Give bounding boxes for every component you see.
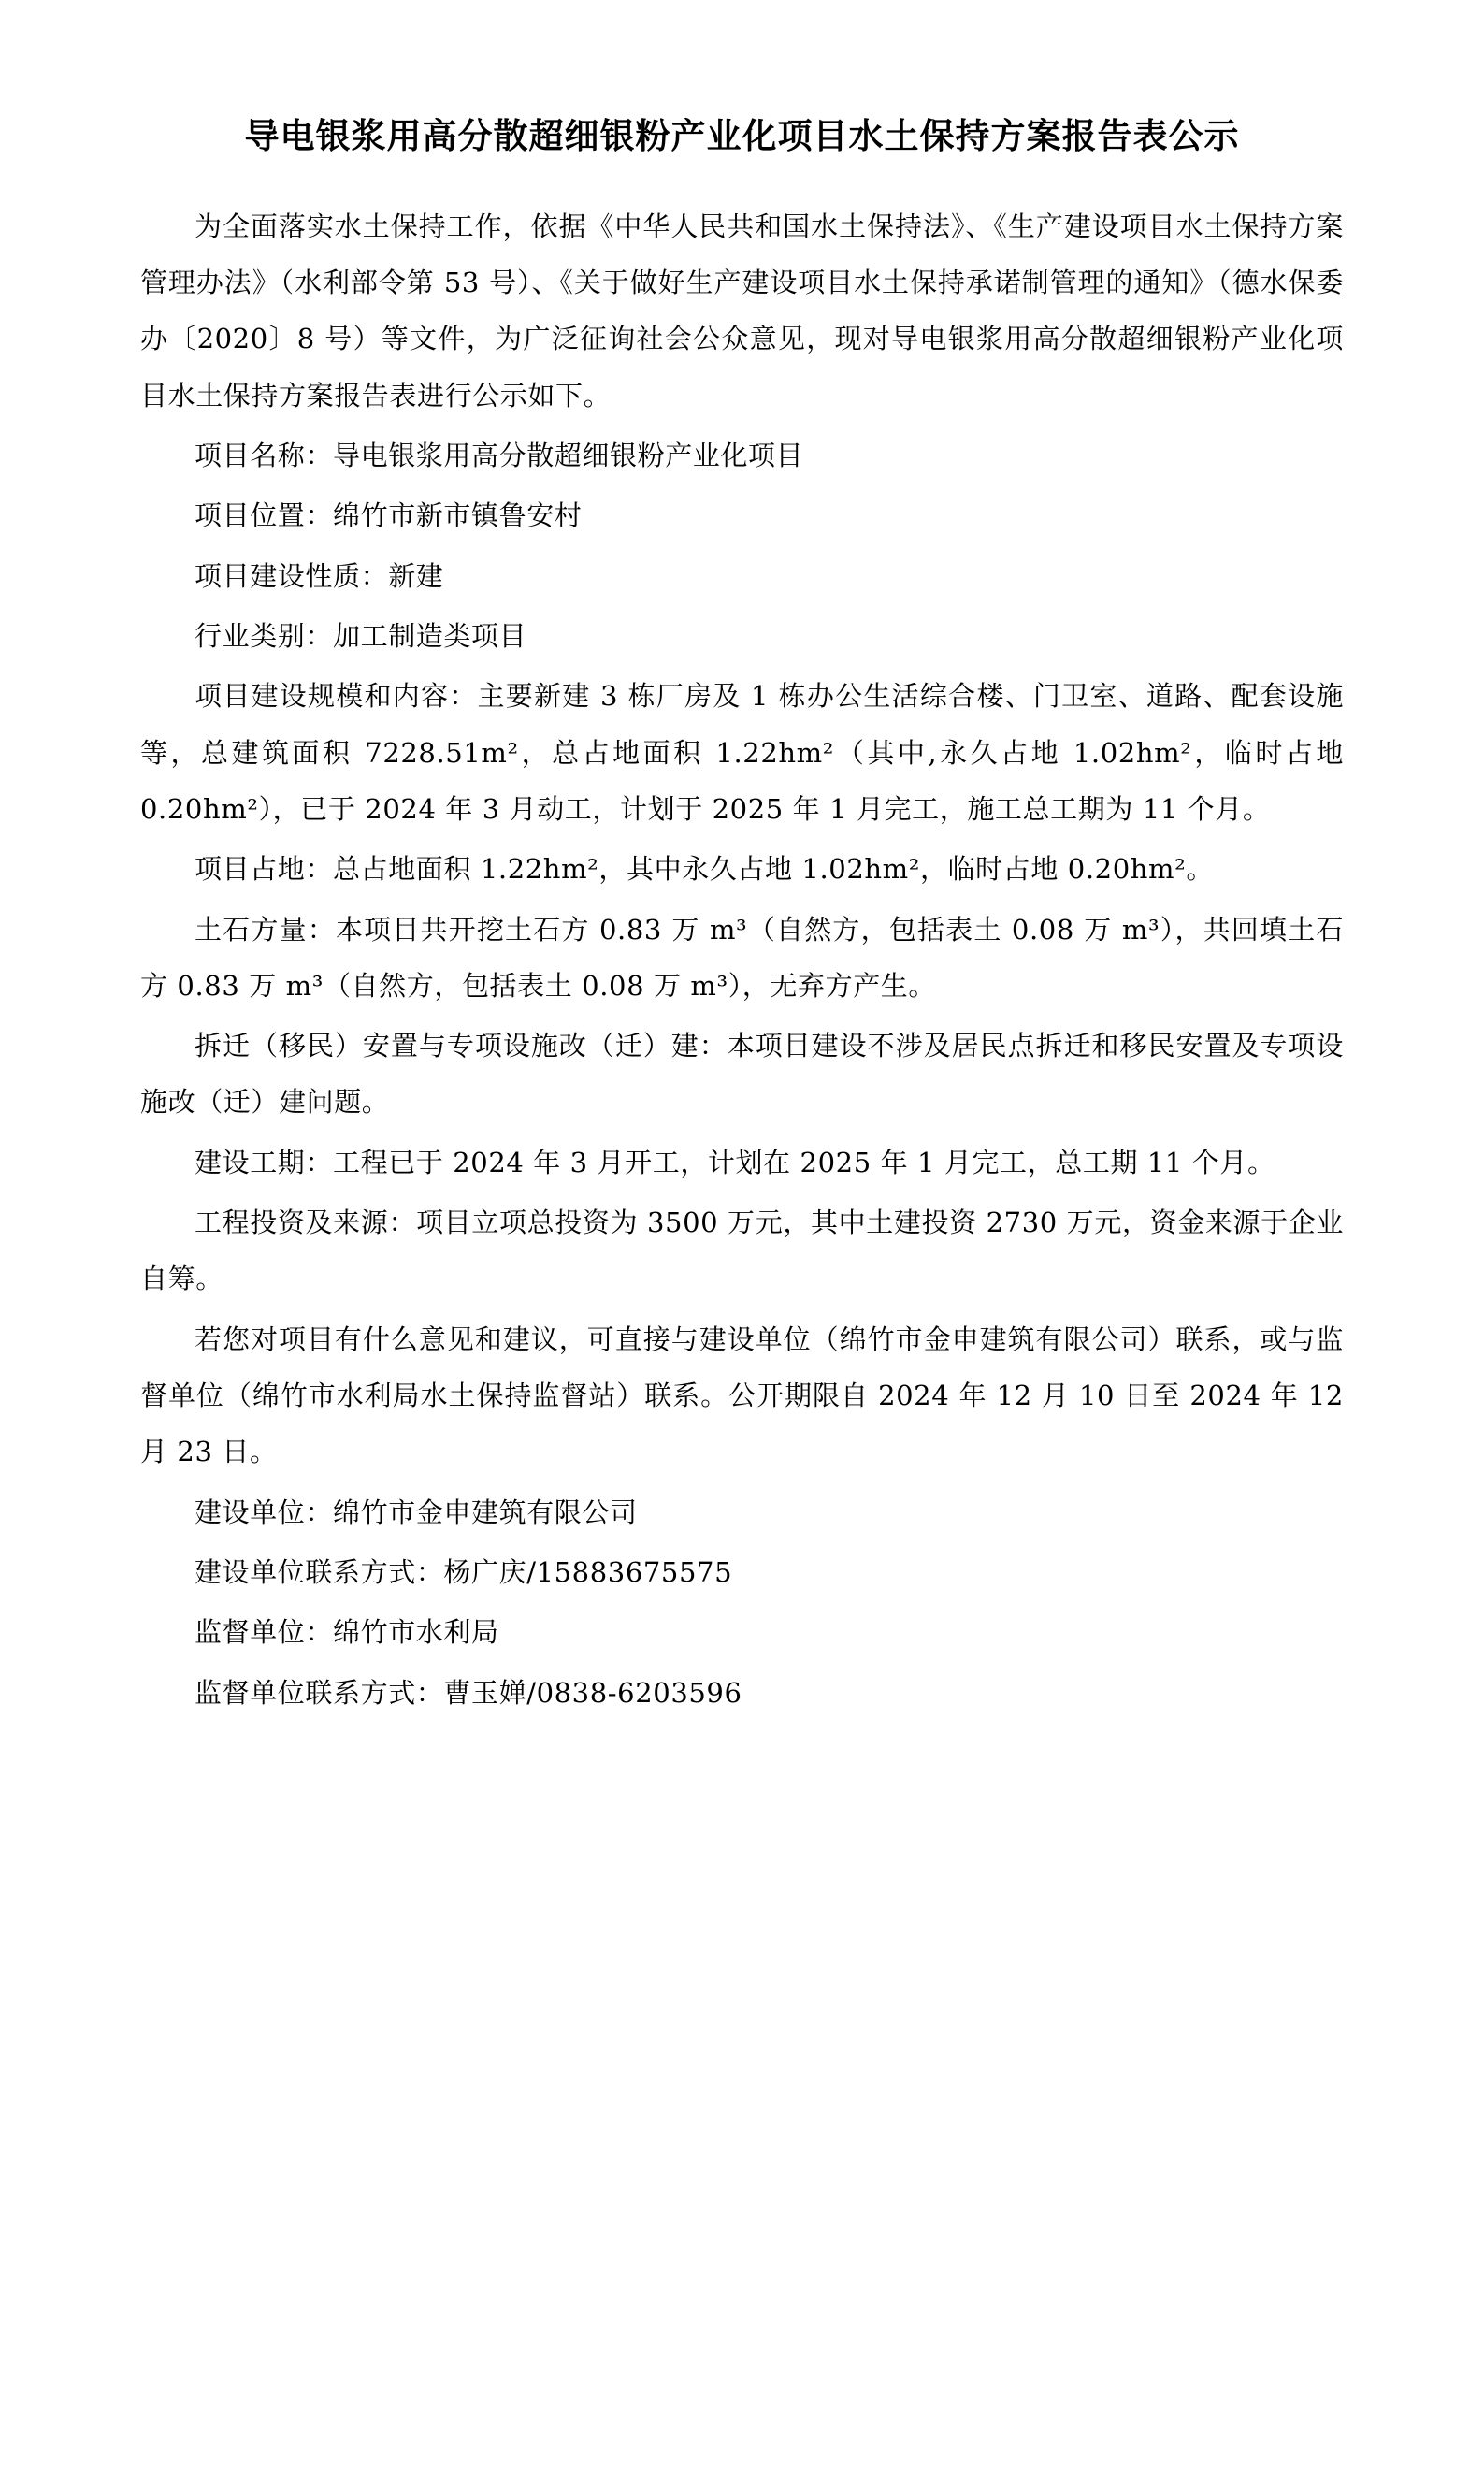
paragraph-construction-scale: 项目建设规模和内容：主要新建 3 栋厂房及 1 栋办公生活综合楼、门卫室、道路、配套设施等，总建筑面积 7228.51m²，总占地面积 1.22hm²（其中,永久占地 1.02hm²，临时占地 0.20hm²），已于 2024 年 3 月动工，计划于 2025 年 1 月完工，施工总工期为 11 个月。 <box>140 680 1344 825</box>
paragraph-investment-source: 工程投资及来源：项目立项总投资为 3500 万元，其中土建投资 2730 万元，资金来源于企业自筹。 <box>140 1207 1344 1295</box>
paragraph-feedback-channel: 若您对项目有什么意见和建议，可直接与建设单位（绵竹市金申建筑有限公司）联系，或与监督单位（绵竹市水利局水土保持监督站）联系。公开期限自 2024 年 12 月 10 日至 2024 年 12 月 23 日。 <box>140 1322 1344 1468</box>
paragraph-relocation: 拆迁（移民）安置与专项设施改（迁）建：本项目建设不涉及居民点拆迁和移民安置及专项设施改（迁）建问题。 <box>140 1030 1344 1119</box>
paragraph-project-name: 项目名称：导电银浆用高分散超细银粉产业化项目 <box>195 440 804 472</box>
paragraph-project-nature: 项目建设性质：新建 <box>195 559 444 592</box>
paragraph-intro: 为全面落实水土保持工作，依据《中华人民共和国水土保持法》、《生产建设项目水土保持方案管理办法》（水利部令第 53 号）、《关于做好生产建设项目水土保持承诺制管理的通知》（德水保委办〔2020〕8 号）等文件，为广泛征询社会公众意见，现对导电银浆用高分散超细银粉产业化项目水土保持方案报告表进行公示如下。 <box>140 210 1344 412</box>
paragraph-industry-category: 行业类别：加工制造类项目 <box>195 619 527 652</box>
paragraph-supervision-unit: 监督单位：绵竹市水利局 <box>195 1616 499 1649</box>
paragraph-earthwork-volume: 土石方量：本项目共开挖土石方 0.83 万 m³（自然方，包括表土 0.08 万 m³），共回填土石方 0.83 万 m³（自然方，包括表土 0.08 万 m³），无弃方产生。 <box>140 913 1344 1002</box>
paragraph-land-occupation: 项目占地：总占地面积 1.22hm²，其中永久占地 1.02hm²，临时占地 0.20hm²。 <box>195 853 1214 886</box>
paragraph-project-location: 项目位置：绵竹市新市镇鲁安村 <box>195 499 583 532</box>
paragraph-construction-period: 建设工期：工程已于 2024 年 3 月开工，计划在 2025 年 1 月完工，总工期 11 个月。 <box>195 1146 1275 1178</box>
page-title: 导电银浆用高分散超细银粉产业化项目水土保持方案报告表公示 <box>244 115 1240 156</box>
paragraph-construction-unit-contact: 建设单位联系方式：杨广庆/15883675575 <box>195 1555 733 1588</box>
paragraph-construction-unit: 建设单位：绵竹市金申建筑有限公司 <box>195 1496 638 1528</box>
paragraph-supervision-unit-contact: 监督单位联系方式：曹玉婵/0838-6203596 <box>195 1676 742 1709</box>
